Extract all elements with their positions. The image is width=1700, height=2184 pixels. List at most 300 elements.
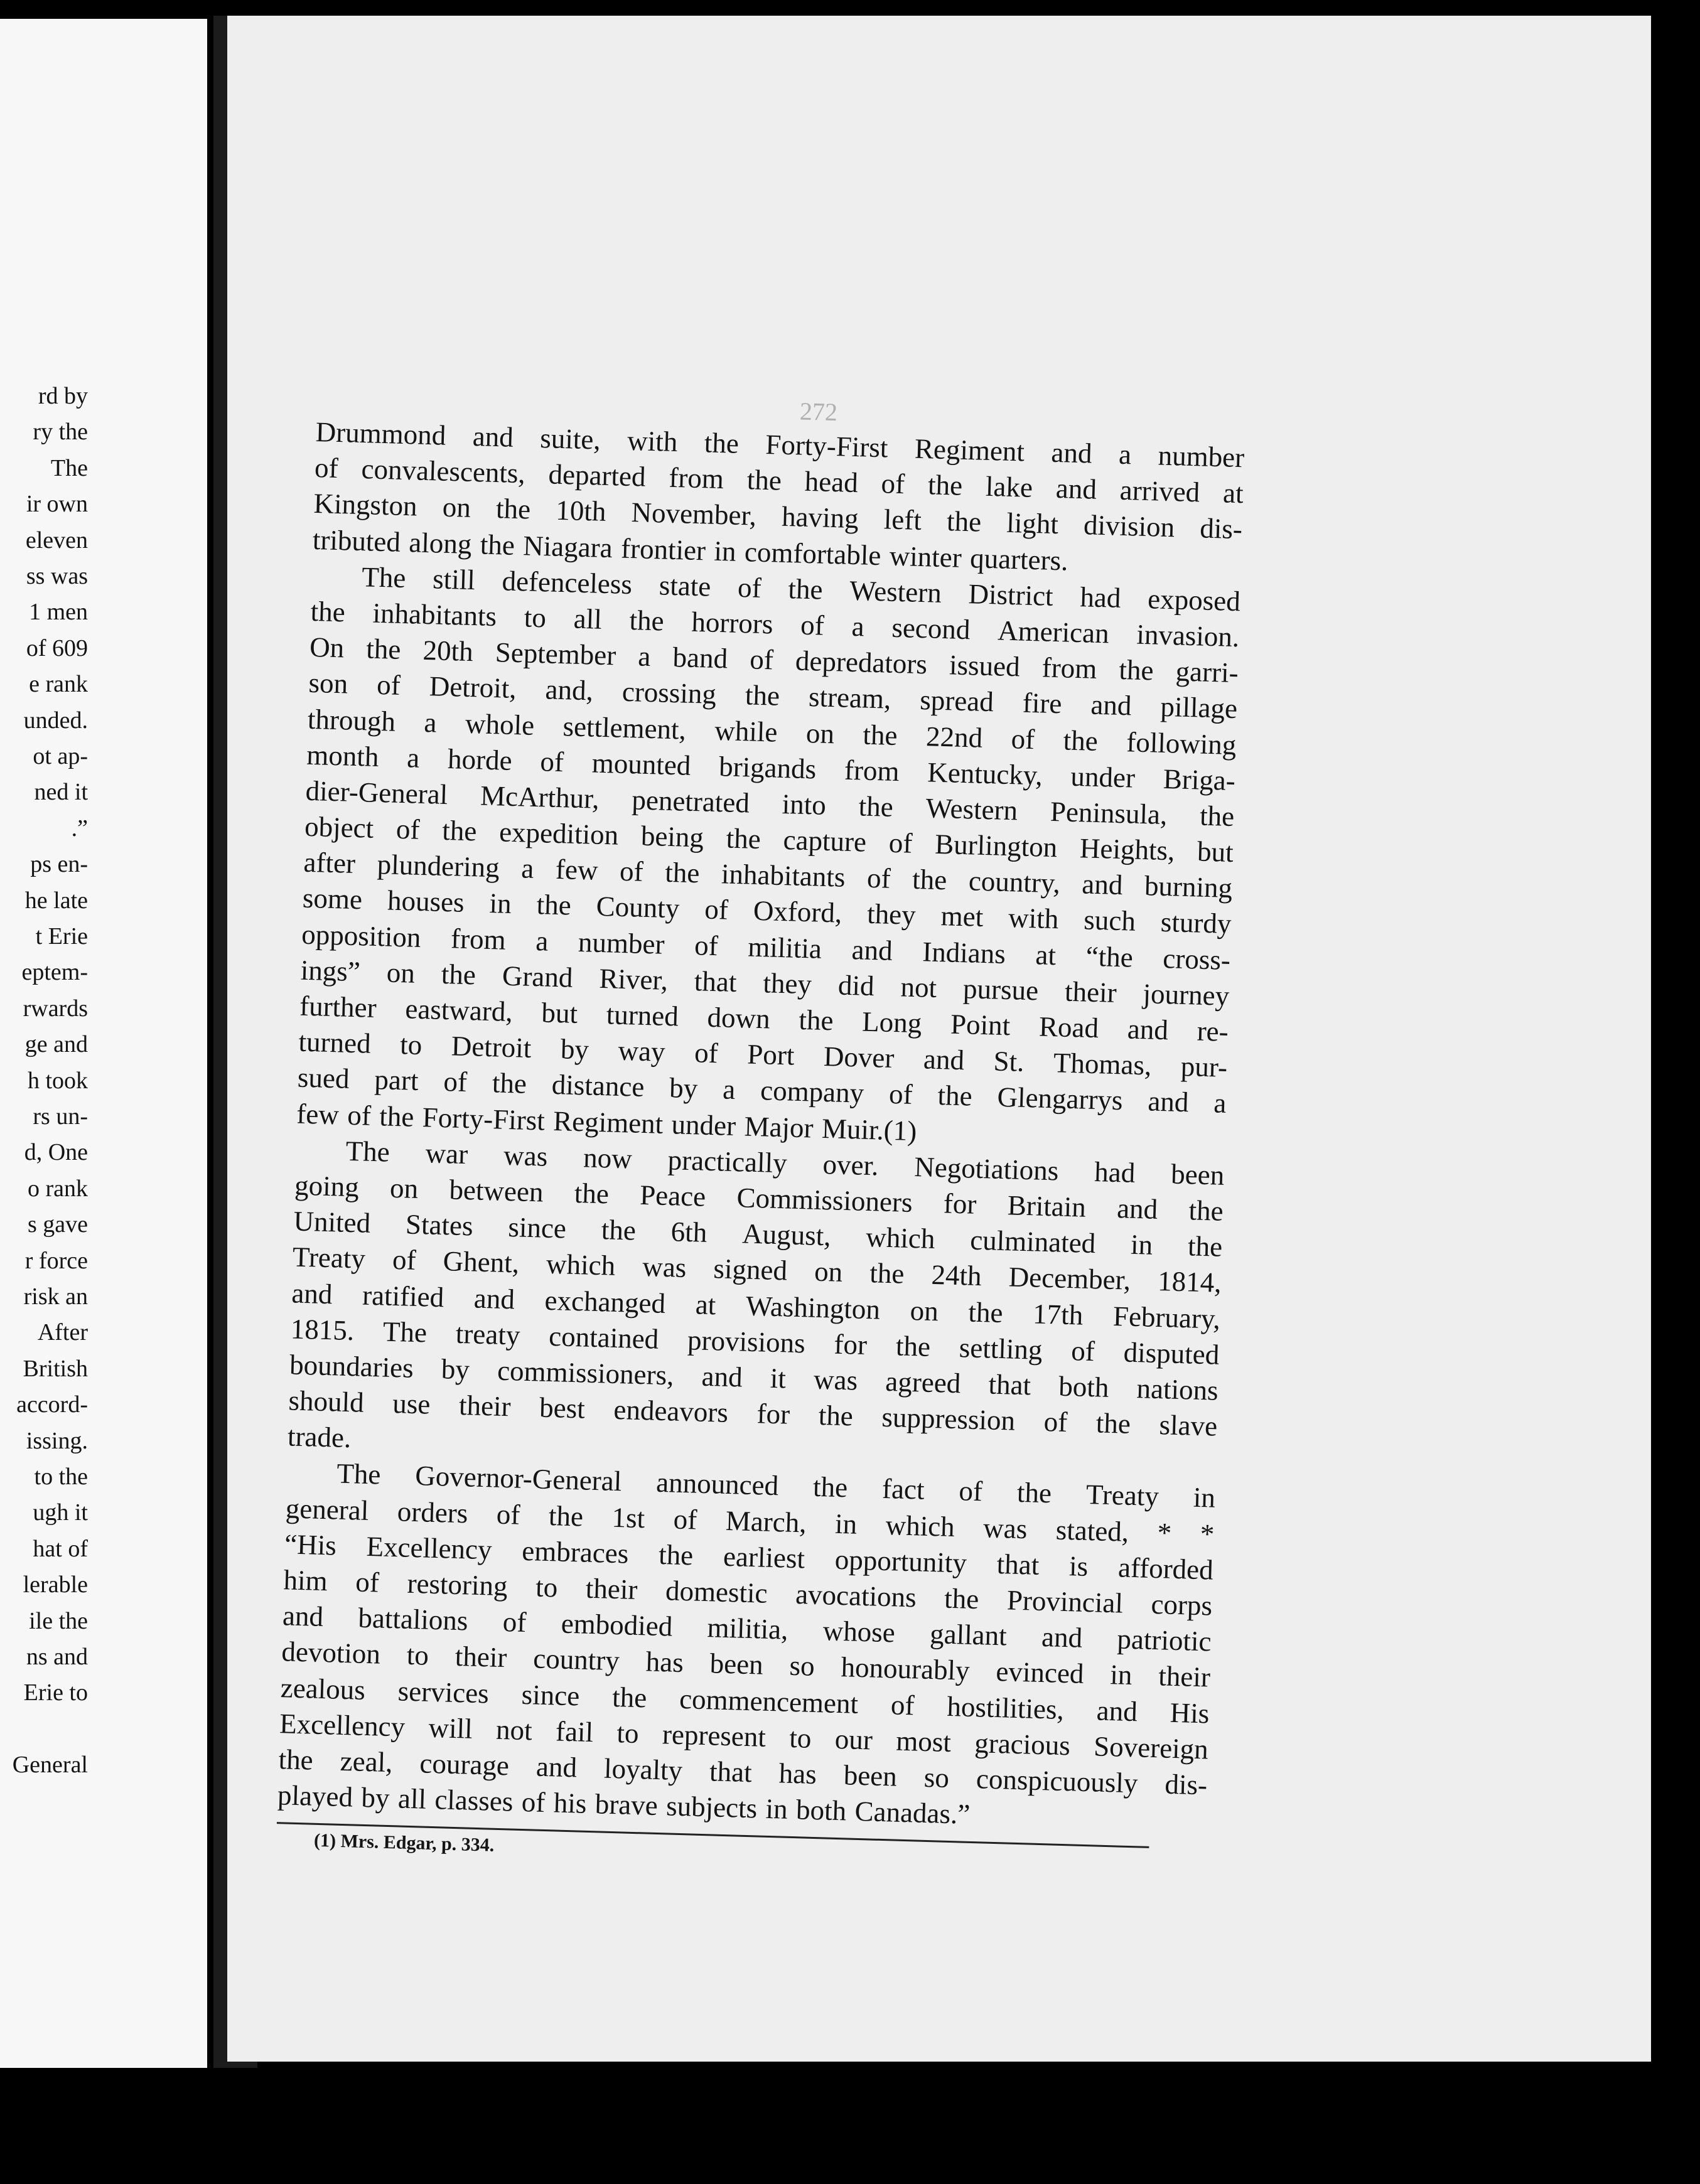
- word: been: [709, 1647, 764, 1681]
- word: the: [1095, 1407, 1131, 1440]
- word: was: [503, 1139, 548, 1172]
- word: 20th: [422, 634, 474, 668]
- word: battalions: [357, 1602, 469, 1637]
- word: so: [923, 1761, 950, 1794]
- word: the: [310, 595, 346, 628]
- word: of: [880, 468, 905, 500]
- word: Excellency: [366, 1530, 493, 1566]
- word: ings”: [300, 954, 361, 988]
- footnote: (1) Mrs. Edgar, p. 334.: [313, 1830, 495, 1856]
- word: of: [392, 1244, 417, 1277]
- word: head: [804, 465, 859, 499]
- left-page-fragment: ns and: [26, 1644, 88, 1670]
- word: invasion.: [1136, 618, 1240, 653]
- word: Road: [1038, 1010, 1099, 1044]
- word: has: [645, 1646, 684, 1679]
- word: ratified: [362, 1279, 444, 1313]
- word: had: [1094, 1155, 1136, 1189]
- word: of: [673, 1503, 697, 1536]
- left-page-fragment: lerable: [23, 1571, 88, 1598]
- word: Indians: [922, 935, 1006, 970]
- left-page-fragment: e rank: [29, 671, 88, 698]
- word: month: [306, 739, 380, 773]
- word: August,: [741, 1218, 832, 1252]
- word: of: [1011, 722, 1035, 755]
- word: the: [441, 958, 476, 991]
- word: and,: [544, 673, 594, 707]
- word: their: [585, 1572, 638, 1605]
- word: spread: [919, 684, 994, 718]
- word: the: [862, 719, 898, 751]
- word: it: [770, 1362, 787, 1394]
- word: horrors: [691, 606, 774, 640]
- word: which: [885, 1509, 955, 1543]
- word: Major: [743, 1110, 814, 1144]
- word: turned: [606, 998, 679, 1032]
- word: eastward,: [404, 993, 514, 1028]
- word: Burlington: [934, 828, 1058, 864]
- word: honourably: [841, 1651, 971, 1687]
- word: while: [714, 714, 778, 748]
- word: Peace: [639, 1179, 706, 1212]
- word: Excellency: [279, 1707, 406, 1743]
- word: some: [302, 882, 363, 916]
- word: object: [304, 810, 374, 844]
- word: of: [694, 929, 719, 961]
- word: capture: [782, 824, 867, 858]
- word: contained: [548, 1320, 659, 1355]
- word: on: [442, 491, 471, 524]
- left-page-fragment: .”: [71, 815, 88, 842]
- word: exchanged: [544, 1284, 666, 1319]
- left-page-fragment: s gave: [27, 1211, 88, 1238]
- left-page-fragment: ry the: [33, 419, 88, 446]
- left-page-fragment: rwards: [23, 995, 88, 1022]
- word: that: [709, 1755, 753, 1789]
- word: horde: [447, 742, 513, 776]
- word: Long: [861, 1005, 923, 1039]
- word: 6th: [670, 1216, 708, 1248]
- word: of: [888, 827, 913, 859]
- word: September: [495, 636, 616, 672]
- word: and: [923, 1043, 965, 1076]
- word: and: [1050, 436, 1093, 469]
- word: the: [869, 1257, 905, 1290]
- word: after: [303, 846, 356, 880]
- word: treaty: [455, 1317, 521, 1351]
- left-page-fragment: of 609: [26, 634, 88, 661]
- word: the: [787, 572, 824, 606]
- word: which: [546, 1248, 616, 1282]
- word: houses: [387, 884, 465, 919]
- word: subjects: [665, 1790, 758, 1824]
- word: of: [539, 745, 564, 778]
- word: militia,: [707, 1612, 789, 1646]
- word: from: [450, 922, 507, 956]
- word: of: [737, 571, 762, 604]
- word: into: [782, 788, 827, 821]
- word: expedition: [498, 816, 619, 851]
- word: brave: [594, 1788, 659, 1822]
- word: number: [578, 926, 665, 960]
- word: on: [389, 1172, 419, 1204]
- word: but: [541, 997, 578, 1029]
- word: November,: [630, 496, 757, 532]
- word: gracious: [974, 1726, 1071, 1762]
- word: and: [1081, 868, 1124, 901]
- left-page-fragment: eptem-: [21, 959, 88, 986]
- word: for: [943, 1187, 977, 1220]
- word: pursue: [962, 972, 1039, 1007]
- word: at: [695, 1288, 717, 1320]
- word: of: [376, 669, 401, 702]
- word: Treaty: [292, 1241, 366, 1275]
- word: signed: [713, 1253, 788, 1287]
- word: and: [1041, 1621, 1083, 1654]
- word: slave: [1158, 1409, 1218, 1442]
- word: Forty-First: [422, 1101, 546, 1137]
- word: and: [1096, 1694, 1138, 1727]
- word: County: [596, 891, 680, 924]
- word: for: [756, 1398, 790, 1430]
- word: still: [432, 563, 476, 596]
- left-page-fragment: he late: [24, 887, 88, 914]
- word: patriotic: [1116, 1623, 1212, 1657]
- word: did: [837, 969, 875, 1002]
- word: comfortable: [744, 535, 882, 571]
- word: Sovereign: [1093, 1730, 1209, 1765]
- word: Oxford,: [753, 895, 842, 929]
- word: over.: [822, 1148, 880, 1182]
- word: should: [288, 1384, 365, 1418]
- word: Peninsula,: [1050, 795, 1168, 830]
- word: of: [1043, 1406, 1068, 1438]
- word: war: [425, 1137, 468, 1170]
- word: earliest: [723, 1540, 805, 1575]
- word: of: [355, 1566, 380, 1598]
- word: few: [296, 1098, 340, 1130]
- word: the: [1118, 653, 1154, 687]
- word: 1815.: [290, 1313, 355, 1346]
- left-page-fragment: hat of: [33, 1535, 88, 1562]
- word: of: [1070, 1334, 1095, 1367]
- word: whose: [822, 1615, 896, 1649]
- word: the: [1187, 1230, 1223, 1263]
- word: Drummond: [315, 415, 446, 451]
- word: on: [910, 1294, 939, 1327]
- word: the: [611, 1681, 647, 1714]
- word: disputed: [1123, 1336, 1220, 1371]
- left-page-fragment: British: [23, 1355, 88, 1382]
- word: few: [555, 854, 599, 887]
- word: Western: [925, 792, 1018, 827]
- word: and: [701, 1360, 743, 1393]
- word: of: [749, 643, 774, 676]
- left-page-fragment: Erie to: [23, 1679, 88, 1706]
- word: a: [1118, 438, 1132, 471]
- word: 1st: [611, 1501, 645, 1534]
- word: they: [762, 967, 812, 1000]
- left-page-fragment: rs un-: [33, 1103, 88, 1130]
- word: of: [347, 1099, 372, 1132]
- word: country: [532, 1642, 620, 1677]
- left-page-fragment: ugh it: [33, 1499, 88, 1526]
- left-page-fragment: h took: [27, 1067, 88, 1094]
- word: 1814,: [1157, 1265, 1222, 1299]
- word: they: [866, 898, 917, 931]
- word: such: [1083, 904, 1136, 938]
- word: lake: [985, 470, 1033, 504]
- word: Kingston: [313, 488, 418, 522]
- word: zealous: [280, 1671, 366, 1706]
- word: and: [1116, 1192, 1158, 1225]
- word: turned: [298, 1025, 372, 1059]
- word: to: [524, 601, 547, 634]
- word: most: [895, 1725, 952, 1758]
- word: brigands: [718, 750, 817, 785]
- word: of: [619, 855, 644, 888]
- word: their: [455, 1641, 508, 1674]
- word: Britain: [1007, 1189, 1087, 1223]
- word: stream,: [808, 681, 891, 715]
- word: the: [278, 1743, 314, 1776]
- word: Negotiations: [913, 1150, 1060, 1187]
- word: provisions: [687, 1324, 806, 1359]
- word: the: [1199, 800, 1235, 832]
- word: frontier: [620, 532, 706, 566]
- word: at: [1222, 477, 1244, 510]
- word: of: [888, 1078, 913, 1111]
- word: the: [895, 1330, 931, 1362]
- word: fact: [881, 1473, 925, 1506]
- word: light: [1006, 507, 1059, 540]
- left-page-fragment: General: [12, 1752, 88, 1779]
- word: and: [535, 1750, 578, 1784]
- word: orders: [397, 1495, 469, 1529]
- word: the: [946, 505, 982, 538]
- word: which: [865, 1221, 936, 1255]
- word: United: [293, 1205, 371, 1239]
- word: both: [1058, 1370, 1110, 1403]
- word: a: [520, 852, 535, 885]
- word: St.: [993, 1045, 1025, 1078]
- word: of: [890, 1688, 915, 1721]
- left-page-fragment: ile the: [29, 1607, 88, 1634]
- word: and: [851, 933, 893, 966]
- word: the: [601, 1214, 637, 1246]
- word: Provincial: [1006, 1584, 1124, 1619]
- word: zeal,: [340, 1745, 394, 1779]
- word: opposition: [301, 918, 422, 953]
- word: in: [834, 1507, 858, 1540]
- word: was: [982, 1511, 1028, 1544]
- word: Dover: [823, 1041, 895, 1074]
- word: way: [617, 1035, 666, 1068]
- word: played: [277, 1779, 353, 1813]
- word: convalescents,: [360, 453, 526, 490]
- word: boundaries: [289, 1349, 414, 1384]
- word: left: [883, 503, 922, 537]
- word: Regiment: [552, 1105, 664, 1140]
- word: fail: [555, 1715, 594, 1748]
- word: practically: [667, 1143, 788, 1179]
- word: The: [345, 1135, 390, 1168]
- word: mounted: [591, 747, 692, 781]
- word: Regiment: [914, 432, 1025, 468]
- word: on: [805, 717, 835, 749]
- word: Thomas,: [1053, 1047, 1152, 1081]
- word: by: [560, 1033, 589, 1066]
- word: on: [814, 1255, 843, 1288]
- word: and: [1055, 473, 1097, 505]
- word: embodied: [561, 1607, 673, 1642]
- word: inhabitants: [721, 858, 846, 894]
- word: all: [397, 1782, 427, 1815]
- word: being: [640, 820, 704, 854]
- word: country,: [968, 865, 1061, 899]
- word: but: [1197, 835, 1234, 869]
- word: under: [1070, 760, 1136, 794]
- word: journey: [1143, 977, 1230, 1012]
- word: band: [672, 641, 728, 675]
- word: issued: [949, 649, 1021, 683]
- left-page-fragment: The: [50, 454, 88, 481]
- word: the: [365, 633, 402, 666]
- word: of: [958, 1475, 983, 1507]
- word: since: [521, 1678, 580, 1712]
- word: defenceless: [501, 565, 633, 600]
- word: the: [726, 822, 761, 855]
- word: The: [382, 1315, 428, 1349]
- word: tributed: [312, 523, 401, 558]
- word: garri-: [1175, 655, 1239, 689]
- word: Canadas.”: [854, 1795, 971, 1831]
- word: a: [535, 924, 549, 957]
- word: Ghent,: [443, 1245, 520, 1279]
- word: Governor-General: [414, 1460, 622, 1497]
- word: of: [314, 452, 339, 484]
- word: the: [858, 790, 894, 823]
- word: 10th: [555, 495, 607, 528]
- word: The: [336, 1458, 382, 1491]
- word: him: [283, 1564, 328, 1597]
- word: with: [627, 424, 678, 458]
- word: their: [1064, 975, 1117, 1009]
- word: commissioners,: [497, 1354, 675, 1391]
- word: 22nd: [925, 720, 983, 754]
- word: division: [1083, 509, 1175, 543]
- word: Niagara: [522, 529, 613, 564]
- word: under: [671, 1108, 736, 1142]
- word: whole: [465, 707, 535, 741]
- word: suite,: [539, 422, 601, 456]
- left-page-fragment: r force: [24, 1247, 88, 1274]
- word: the: [798, 1004, 834, 1037]
- word: has: [778, 1757, 817, 1791]
- word: met: [940, 900, 984, 933]
- left-page-fragment: ss was: [26, 563, 88, 589]
- word: corps: [1150, 1588, 1213, 1622]
- word: 24th: [930, 1259, 982, 1292]
- word: further: [299, 990, 377, 1024]
- word: the: [746, 464, 782, 496]
- word: Grand: [502, 960, 574, 993]
- word: down: [706, 1001, 771, 1035]
- word: the: [480, 528, 515, 561]
- word: of: [502, 1606, 527, 1639]
- word: to: [535, 1571, 558, 1603]
- left-page-fragment: accord-: [16, 1391, 88, 1418]
- word: their: [1158, 1660, 1211, 1693]
- word: “His: [284, 1528, 337, 1561]
- word: arrived: [1119, 474, 1200, 508]
- word: “the: [1085, 940, 1134, 973]
- word: trade.: [287, 1420, 352, 1454]
- word: of: [704, 894, 729, 926]
- word: Muir.(1): [821, 1112, 917, 1147]
- word: with: [1008, 902, 1060, 935]
- body-text: [276, 383, 1246, 1876]
- word: our: [834, 1723, 873, 1756]
- word: District: [967, 577, 1054, 612]
- word: *: [1200, 1518, 1215, 1550]
- left-page-fragment: ned it: [34, 779, 88, 806]
- word: suppression: [881, 1401, 1016, 1437]
- word: that: [996, 1548, 1040, 1581]
- word: state: [659, 569, 712, 602]
- word: second: [891, 611, 971, 646]
- word: Detroit: [451, 1030, 532, 1064]
- word: the: [574, 1177, 610, 1210]
- word: from: [844, 754, 900, 787]
- word: culminated: [969, 1224, 1096, 1260]
- word: in: [1130, 1228, 1153, 1261]
- word: classes: [434, 1784, 514, 1817]
- word: will: [428, 1711, 473, 1745]
- word: crossing: [621, 676, 717, 710]
- word: company: [760, 1074, 864, 1110]
- word: a: [722, 1073, 736, 1106]
- word: Heights,: [1079, 832, 1175, 867]
- word: and: [472, 420, 514, 453]
- word: a: [406, 741, 421, 774]
- word: the: [967, 1296, 1004, 1329]
- word: avocations: [795, 1578, 917, 1614]
- word: of: [443, 1066, 468, 1098]
- word: The: [361, 560, 407, 594]
- word: the: [664, 857, 701, 889]
- word: a: [423, 706, 438, 739]
- word: penetrated: [631, 784, 750, 819]
- word: States: [405, 1208, 474, 1242]
- word: dier-General: [305, 774, 448, 810]
- word: opportunity: [834, 1543, 967, 1579]
- word: courage: [419, 1747, 510, 1782]
- word: distance: [551, 1069, 645, 1103]
- left-page-fragment: ot ap-: [33, 743, 88, 769]
- word: Detroit,: [429, 670, 517, 705]
- left-page-fragment: rd by: [38, 383, 88, 409]
- word: of: [496, 1498, 521, 1531]
- word: of: [521, 1786, 546, 1819]
- word: at: [1035, 938, 1057, 971]
- word: in: [713, 535, 737, 567]
- word: and: [1127, 1013, 1169, 1046]
- word: to: [788, 1721, 812, 1754]
- word: plundering: [377, 848, 500, 884]
- word: His: [1170, 1696, 1210, 1730]
- word: burning: [1144, 870, 1233, 904]
